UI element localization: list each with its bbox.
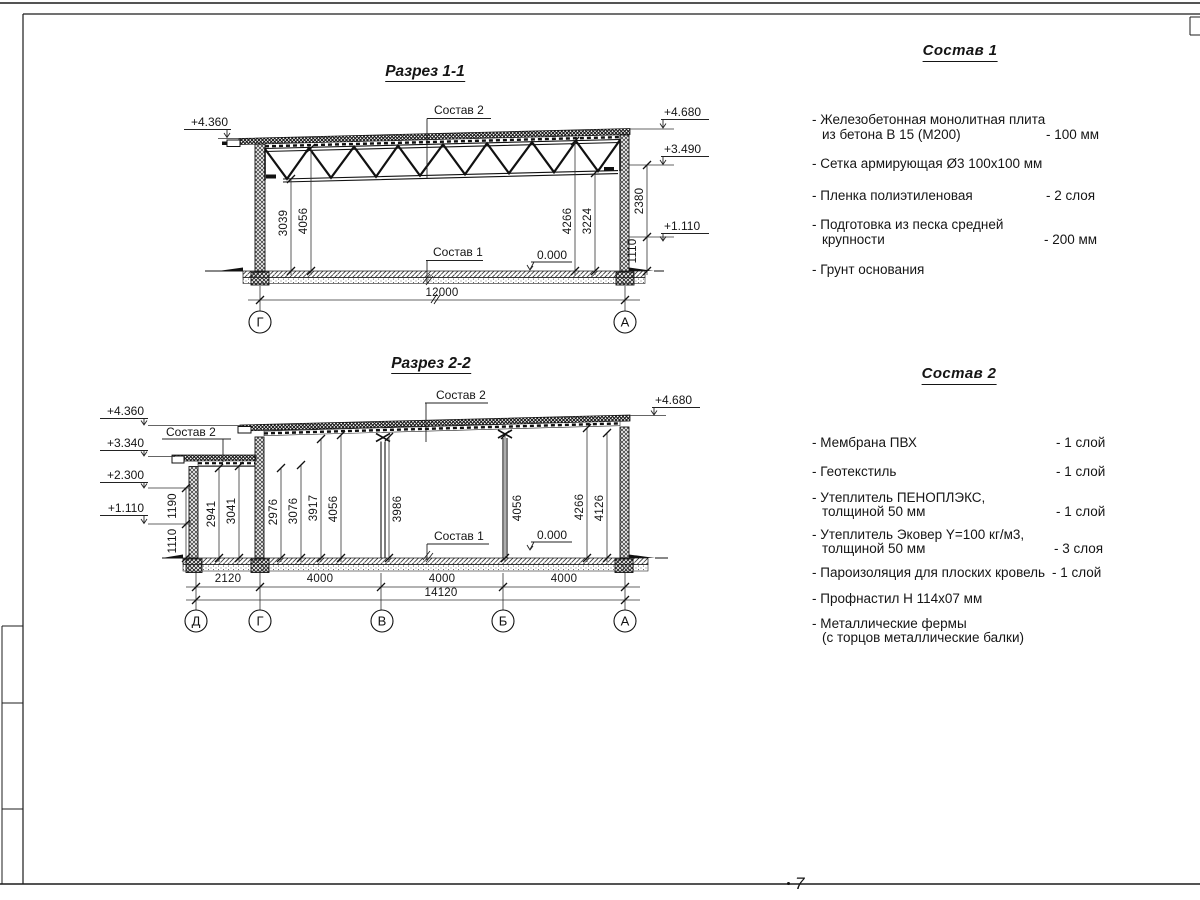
elevation-mark: +4.360 xyxy=(106,404,144,418)
material-item: - Профнастил Н 114х07 мм xyxy=(812,591,983,606)
dim-4266: 4266 xyxy=(561,207,574,235)
floor-slab xyxy=(243,271,645,278)
axis-letter-g: Г xyxy=(256,314,264,330)
dim-4000: 4000 xyxy=(306,573,334,585)
material-value: - 100 мм xyxy=(1046,127,1100,142)
elevation-mark: +3.490 xyxy=(664,142,702,156)
dim-4056: 4056 xyxy=(327,495,340,523)
material-item-line2: крупности xyxy=(822,232,885,247)
foundation-g xyxy=(251,559,269,573)
material-item-line2: из бетона В 15 (М200) xyxy=(822,127,961,142)
dim-3224: 3224 xyxy=(581,207,594,235)
section1-zero-level: 0.000 xyxy=(537,248,568,262)
dim-2120: 2120 xyxy=(214,573,242,585)
material-item: - Подготовка из песка средней xyxy=(812,217,1004,232)
elevation-mark: +4.680 xyxy=(664,105,702,119)
section-1-1-drawing xyxy=(184,119,709,334)
material-item: - Грунт основания xyxy=(812,262,925,277)
section2-sostav2-label: Состав 2 xyxy=(436,388,486,402)
material-item: - Сетка армирующая Ø3 100х100 мм xyxy=(812,156,1043,171)
material-item: - Пленка полиэтиленовая xyxy=(812,188,973,203)
foundation-right xyxy=(616,272,634,285)
dim-3041: 3041 xyxy=(225,497,238,525)
axis-letter-d: Д xyxy=(191,613,201,629)
material-item: - Металлические фермы xyxy=(812,616,967,631)
section2-title: Разрез 2-2 xyxy=(391,356,471,374)
apron-left xyxy=(218,268,243,272)
dim-3076: 3076 xyxy=(287,497,300,525)
material-item-line2: толщиной 50 мм xyxy=(822,541,926,556)
section2-zero-level: 0.000 xyxy=(537,528,568,542)
dim-2380: 2380 xyxy=(633,187,646,215)
annex-roof-cap xyxy=(172,456,184,463)
dim-1110: 1110 xyxy=(626,238,639,264)
foundation-a xyxy=(615,559,633,573)
material-item-line2: толщиной 50 мм xyxy=(822,504,926,519)
dim-2941: 2941 xyxy=(205,500,218,528)
dim-3986: 3986 xyxy=(391,495,404,523)
axis-letter-b: Б xyxy=(498,613,508,629)
elevation-mark: +2.300 xyxy=(106,468,144,482)
elevation-mark: +4.360 xyxy=(190,115,228,129)
axis-letter-a: А xyxy=(620,613,630,629)
axis-letter-v: В xyxy=(377,613,387,629)
material-value: - 1 слой xyxy=(1052,565,1102,580)
material-value: - 2 слоя xyxy=(1046,188,1096,203)
elevation-mark: +1.110 xyxy=(664,219,701,233)
foundation-left xyxy=(251,272,269,285)
dim-4126: 4126 xyxy=(593,494,606,522)
elevation-mark: +1.110 xyxy=(107,501,144,515)
material-item: - Утеплитель Эковер Y=100 кг/м3, xyxy=(812,527,1025,542)
material-item: - Пароизоляция для плоских кровель xyxy=(812,565,1046,580)
dim-3917: 3917 xyxy=(307,494,320,522)
material-item: - Утеплитель ПЕНОПЛЭКС, xyxy=(812,490,986,505)
roof-end-cap xyxy=(227,140,240,147)
material-item: - Мембрана ПВХ xyxy=(812,435,917,450)
dim-12000: 12000 xyxy=(425,287,459,299)
apron-left xyxy=(162,555,183,559)
frame-left-cells xyxy=(2,626,23,884)
dim-2976: 2976 xyxy=(267,498,280,526)
section2-sostav2-annex-label: Состав 2 xyxy=(166,425,216,439)
material-value: - 1 слой xyxy=(1056,435,1106,450)
material-item: - Железобетонная монолитная плита xyxy=(812,112,1046,127)
material-item-line2: (с торцов металлические балки) xyxy=(822,630,1024,645)
dim-1110: 1110 xyxy=(166,528,179,554)
roof-end-tip xyxy=(222,142,227,146)
dim-14120: 14120 xyxy=(424,587,458,599)
sostav2-heading: Состав 2 xyxy=(922,366,997,385)
material-value: - 3 слоя xyxy=(1054,541,1104,556)
wall-left xyxy=(255,144,265,271)
foundation-d xyxy=(186,559,202,573)
material-value: - 200 мм xyxy=(1044,232,1098,247)
material-item: - Геотекстиль xyxy=(812,464,897,479)
axis-letter-g: Г xyxy=(256,613,264,629)
section2-sostav1-label: Состав 1 xyxy=(434,529,484,543)
annex-roof-insulation xyxy=(172,455,256,461)
dim-4056: 4056 xyxy=(297,207,310,235)
elevation-mark: +4.680 xyxy=(655,393,693,407)
section1-sostav1-label: Состав 1 xyxy=(433,245,483,259)
section1-sostav2-label: Состав 2 xyxy=(434,103,484,117)
dim-4000: 4000 xyxy=(550,573,578,585)
axis-letter-a: А xyxy=(620,314,630,330)
section1-title: Разрез 1-1 xyxy=(385,64,465,82)
wall-d xyxy=(189,467,198,559)
frame-corner-box xyxy=(1190,17,1200,35)
dim-4000: 4000 xyxy=(428,573,456,585)
elevation-mark: +3.340 xyxy=(106,436,144,450)
sheet-number-mark: 7 xyxy=(795,874,805,893)
dim-1190: 1190 xyxy=(166,493,179,519)
dim-3039: 3039 xyxy=(277,209,290,237)
column-v xyxy=(376,434,390,559)
roof-end-cap xyxy=(238,427,251,434)
material-value: - 1 слой xyxy=(1056,464,1106,479)
dim-4266: 4266 xyxy=(573,493,586,521)
wall-g xyxy=(255,437,264,558)
dim-4056: 4056 xyxy=(511,494,524,522)
wall-a xyxy=(620,427,629,558)
sand-layer xyxy=(243,278,645,284)
apron-right xyxy=(629,555,655,559)
sostav1-heading: Состав 1 xyxy=(923,43,998,62)
sheet-mark-dot xyxy=(787,882,790,885)
material-value: - 1 слой xyxy=(1056,504,1106,519)
